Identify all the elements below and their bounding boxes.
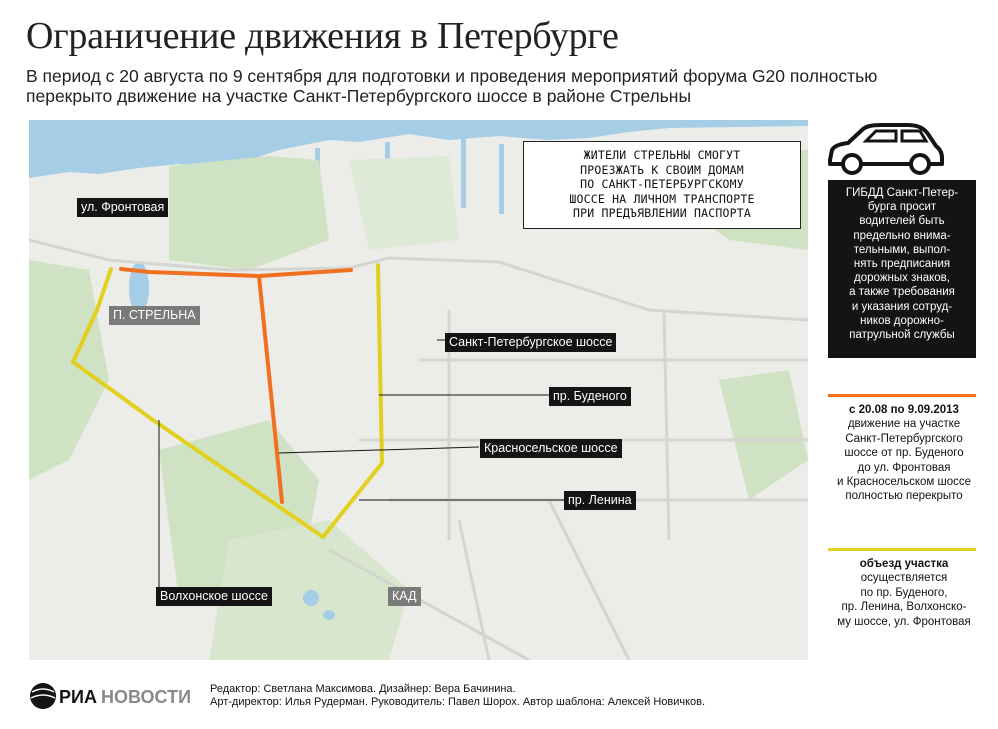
map-area[interactable]: [29, 120, 808, 660]
label-volkhonskoe: Волхонское шоссе: [156, 587, 272, 606]
car-icon: [826, 122, 946, 178]
credits: Редактор: Светлана Максимова. Дизайнер: Вера Бачинина. Арт-директор: Илья Рудерман. Руководитель: Павел Шорох. Автор шаблона: Алексей Новичков.: [210, 683, 706, 708]
label-frontovaya: ул. Фронтовая: [77, 198, 168, 217]
svg-text:РИА: РИА: [59, 687, 97, 707]
svg-text:НОВОСТИ: НОВОСТИ: [101, 687, 192, 707]
page-subtitle: В период с 20 августа по 9 сентября для подготовки и проведения мероприятий форума G20 полностью перекрыто движение на участке Санкт-Петербургского шоссе в районе Стрельны: [26, 66, 878, 106]
label-kad: КАД: [388, 587, 421, 606]
label-strelna: П. СТРЕЛЬНА: [109, 306, 200, 325]
closed-legend-text: с 20.08 по 9.09.2013 движение на участке Санкт-Петербургского шоссе от пр. Буденого до ул. Фронтовая и Красносельском шоссе полностью перекрыто: [837, 404, 971, 503]
residents-notice: ЖИТЕЛИ СТРЕЛЬНЫ СМОГУТ ПРОЕЗЖАТЬ К СВОИМ ДОМАМ ПО САНКТ-ПЕТЕРБУРГСКОМУ ШОССЕ НА ЛИЧНОМ ТРАНСПОРТЕ ПРИ ПРЕДЪЯВЛЕНИИ ПАСПОРТА: [523, 141, 801, 229]
label-spb-highway: Санкт-Петербургское шоссе: [445, 333, 616, 352]
label-budenogo: пр. Буденого: [549, 387, 631, 406]
label-krasnoselskoe: Красносельское шоссе: [480, 439, 622, 458]
page-title: Ограничение движения в Петербурге: [26, 15, 619, 57]
ria-novosti-logo: [29, 682, 204, 712]
label-lenina: пр. Ленина: [564, 491, 636, 510]
detour-legend-text: объезд участка осуществляется по пр. Буденого, пр. Ленина, Волхонско- му шоссе, ул. Фронтовая: [837, 558, 971, 628]
traffic-police-panel: ГИБДД Санкт-Петер- бурга просит водителей быть предельно внима- тельными, выпол- нять предписания дорожных знаков, а также требования и указания сотруд- ников дорожно- патрульной службы: [828, 180, 976, 358]
closed-legend-swatch: [828, 394, 976, 397]
detour-legend-swatch: [828, 548, 976, 551]
